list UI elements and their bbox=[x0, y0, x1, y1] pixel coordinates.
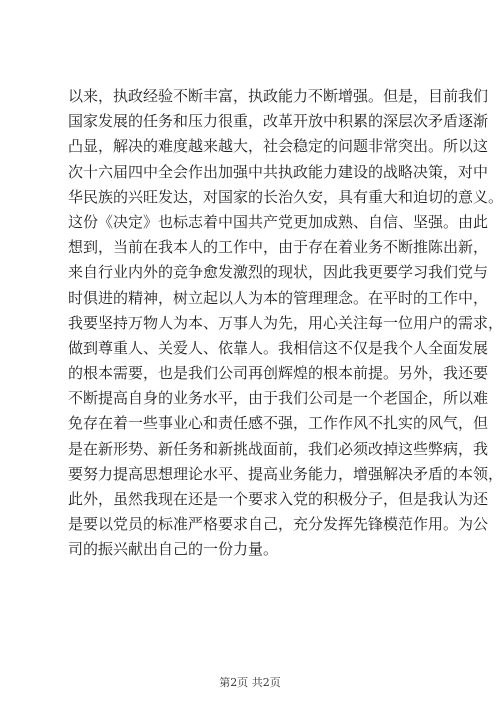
text-line: 不断提高自身的业务水平，由于我们公司是一个老国企，所以难 bbox=[68, 389, 489, 408]
text-line: 想到，当前在我本人的工作中，由于存在着业务不断推陈出新， bbox=[68, 238, 489, 257]
text-line: 次十六届四中全会作出加强中共执政能力建设的战略决策，对中 bbox=[68, 162, 489, 181]
text-line: 以来，执政经验不断丰富，执政能力不断增强。但是，目前我们 bbox=[68, 87, 489, 105]
text-line: 我要坚持万物人为本、万事人为先，用心关注每一位用户的需求， bbox=[68, 313, 503, 332]
text-line: 时俱进的精神，树立起以人为本的管理理念。在平时的工作中， bbox=[68, 288, 489, 307]
text-line: 做到尊重人、关爱人、依靠人。我相信这不仅是我个人全面发展 bbox=[68, 338, 489, 357]
text-line: 的根本需要，也是我们公司再创辉煌的根本前提。另外，我还要 bbox=[68, 364, 489, 383]
text-line: 来自行业内外的竞争愈发激烈的现状，因此我更要学习我们党与 bbox=[68, 263, 489, 282]
text-line: 此外，虽然我现在还是一个要求入党的积极分子，但是我认为还 bbox=[68, 490, 489, 508]
body-paragraph bbox=[68, 84, 503, 563]
text-line: 免存在着一些事业心和责任感不强，工作作风不扎实的风气，但 bbox=[68, 414, 489, 433]
text-line-last: 司的振兴献出自己的一份力量。 bbox=[68, 540, 279, 559]
text-line: 是在新形势、新任务和新挑战面前，我们必须改掉这些弊病，我 bbox=[68, 439, 489, 458]
page-number-footer: 第2页 共2页 bbox=[219, 676, 281, 689]
text-line: 华民族的兴旺发达，对国家的长治久安，具有重大和迫切的意义。 bbox=[68, 187, 503, 206]
text-line: 国家发展的任务和压力很重，改革开放中积累的深层次矛盾逐渐 bbox=[68, 112, 489, 131]
text-line: 这份《决定》也标志着中国共产党更加成熟、自信、坚强。由此 bbox=[68, 212, 489, 231]
text-line: 是要以党员的标准严格要求自己，充分发挥先锋模范作用。为公 bbox=[68, 515, 489, 534]
text-line: 凸显，解决的难度越来越大，社会稳定的问题非常突出。所以这 bbox=[68, 137, 489, 156]
text-line: 要努力提高思想理论水平、提高业务能力，增强解决矛盾的本领， bbox=[68, 464, 503, 483]
